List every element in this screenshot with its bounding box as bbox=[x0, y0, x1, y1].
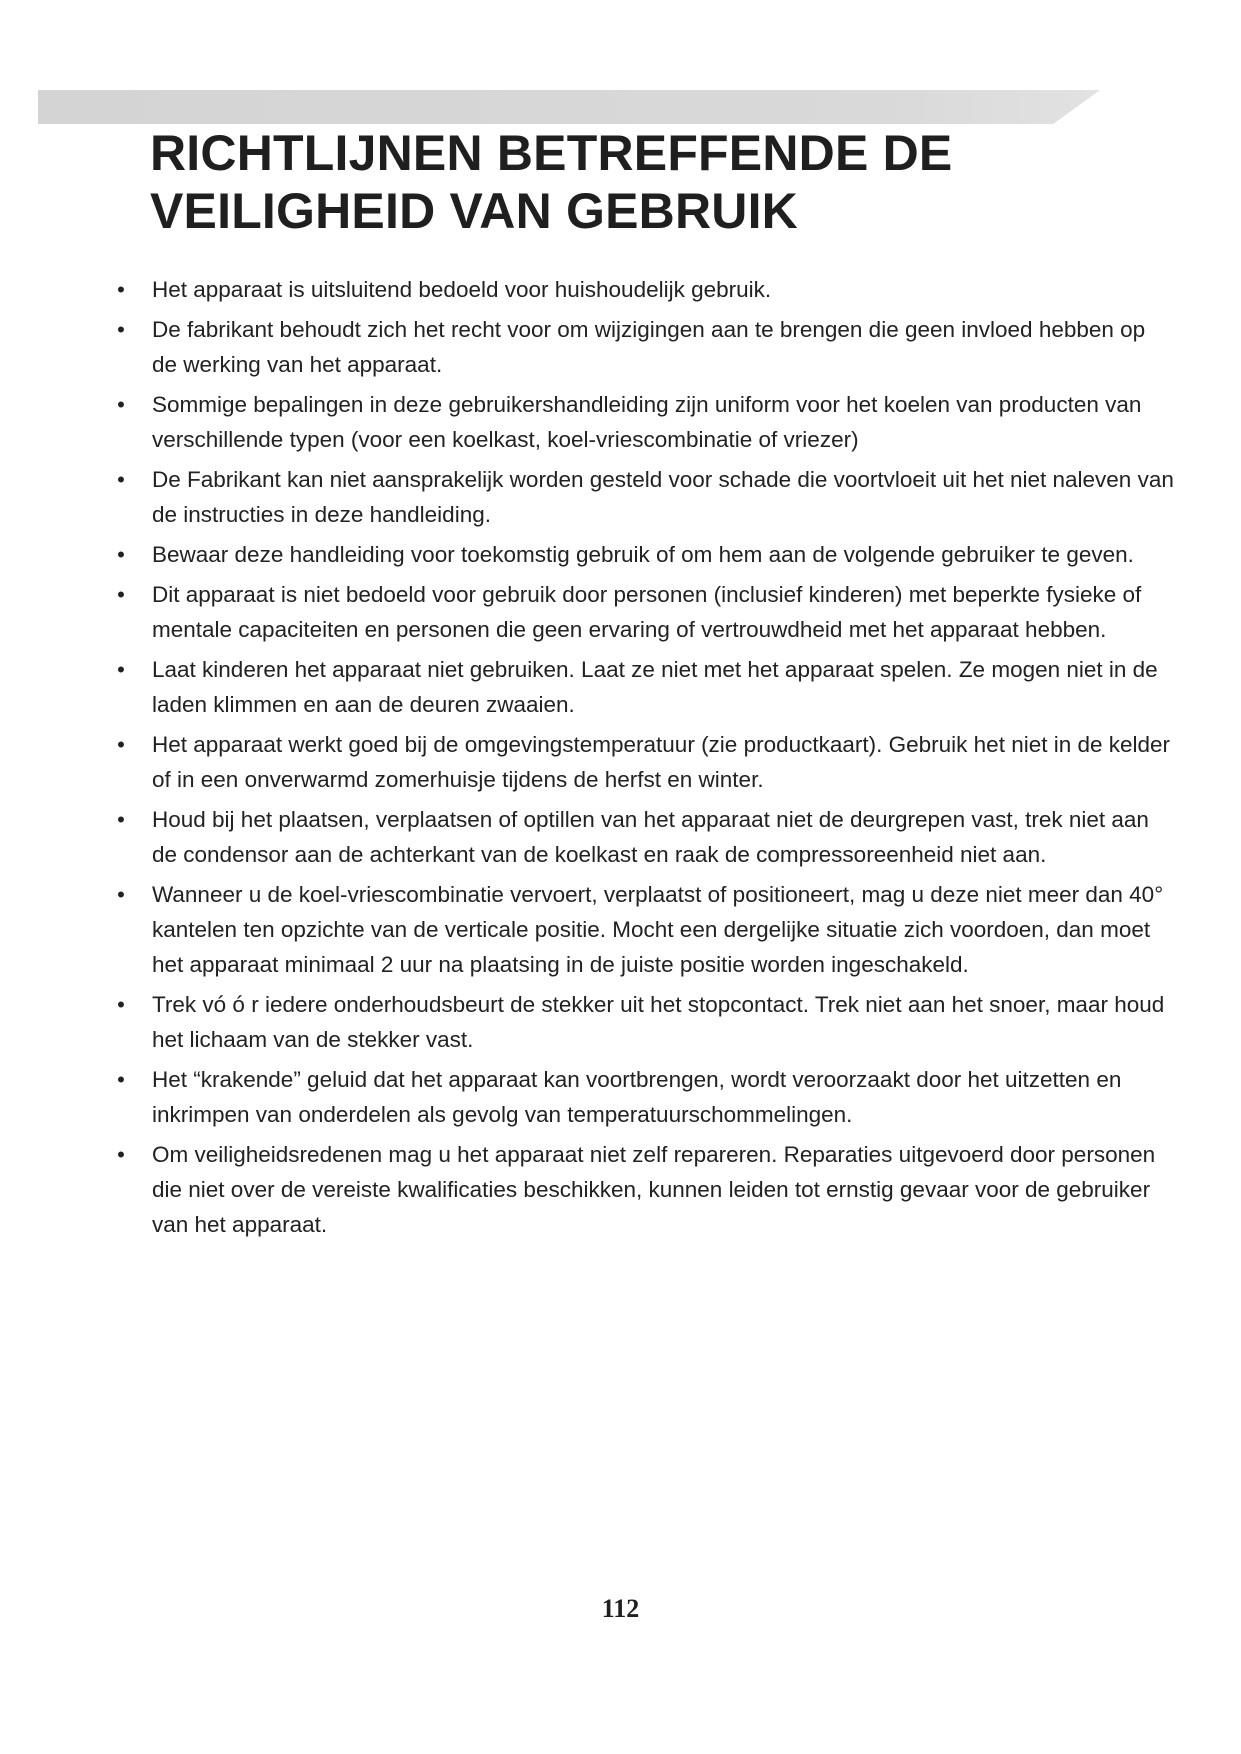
guideline-item bbox=[114, 272, 1174, 307]
guideline-item bbox=[114, 727, 1174, 797]
guideline-text: Het apparaat werkt goed bij de omgevingstemperatuur (zie productkaart). Gebruik het niet in de kelder of in een onverwarmd zomerhuisje tijdens de herfst en winter. bbox=[152, 732, 1171, 792]
bullet-icon: • bbox=[117, 277, 125, 302]
guideline-item bbox=[114, 1062, 1174, 1132]
guideline-item bbox=[114, 1137, 1174, 1242]
bullet-icon: • bbox=[117, 317, 125, 342]
bullet-icon: • bbox=[117, 542, 125, 567]
page-title bbox=[150, 124, 952, 240]
guideline-text: Wanneer u de koel-vriescombinatie vervoert, verplaatst of positioneert, mag u deze niet meer dan 40° kantelen ten opzichte van de verticale positie. Mocht een dergelijke situatie zich voordoen, dan moet het apparaat minimaal 2 uur na plaatsing in de juiste positie worden ingeschakeld. bbox=[152, 882, 1164, 977]
guideline-text: Houd bij het plaatsen, verplaatsen of optillen van het apparaat niet de deurgrepen vast, trek niet aan de condensor aan de achterkant van de koelkast en raak de compressoreenheid niet aan. bbox=[152, 807, 1149, 867]
bullet-icon: • bbox=[117, 657, 125, 682]
guideline-item bbox=[114, 577, 1174, 647]
guideline-text: Het “krakende” geluid dat het apparaat kan voortbrengen, wordt veroorzaakt door het uitzetten en inkrimpen van onderdelen als gevolg van temperatuurschommelingen. bbox=[152, 1067, 1122, 1127]
bullet-icon: • bbox=[117, 992, 125, 1017]
guideline-text: De fabrikant behoudt zich het recht voor om wijzigingen aan te brengen die geen invloed hebben op de werking van het apparaat. bbox=[152, 317, 1146, 377]
guideline-item bbox=[114, 987, 1174, 1057]
page-title-line-1: RICHTLIJNEN BETREFFENDE DE bbox=[150, 125, 953, 181]
page-number: 112 bbox=[601, 1594, 640, 1623]
bullet-icon: • bbox=[117, 732, 125, 757]
bullet-icon: • bbox=[117, 807, 125, 832]
guideline-text: Om veiligheidsredenen mag u het apparaat niet zelf repareren. Reparaties uitgevoerd door personen die niet over de vereiste kwalificaties beschikken, kunnen leiden tot ernstig gevaar voor de gebruiker van het apparaat. bbox=[152, 1142, 1156, 1237]
bullet-icon: • bbox=[117, 392, 125, 417]
guideline-text: De Fabrikant kan niet aansprakelijk worden gesteld voor schade die voortvloeit uit het niet naleven van de instructies in deze handleiding. bbox=[152, 467, 1174, 527]
guideline-text: Dit apparaat is niet bedoeld voor gebruik door personen (inclusief kinderen) met beperkte fysieke of mentale capaciteiten en personen die geen ervaring of vertrouwdheid met het apparaat hebben. bbox=[152, 582, 1142, 642]
guideline-item bbox=[114, 462, 1174, 532]
bullet-icon: • bbox=[117, 1067, 125, 1092]
guideline-item bbox=[114, 652, 1174, 722]
bullet-icon: • bbox=[117, 582, 125, 607]
guideline-text: Het apparaat is uitsluitend bedoeld voor huishoudelijk gebruik. bbox=[152, 277, 772, 302]
guideline-text: Sommige bepalingen in deze gebruikershandleiding zijn uniform voor het koelen van producten van verschillende typen (voor een koelkast, koel-vriescombinatie of vriezer) bbox=[152, 392, 1142, 452]
page-title-line-2: VEILIGHEID VAN GEBRUIK bbox=[150, 183, 798, 239]
guideline-item bbox=[114, 877, 1174, 982]
guideline-item bbox=[114, 802, 1174, 872]
guideline-text: Bewaar deze handleiding voor toekomstig gebruik of om hem aan de volgende gebruiker te geven. bbox=[152, 542, 1134, 567]
safety-guidelines-list bbox=[114, 272, 1174, 1247]
guideline-item bbox=[114, 537, 1174, 572]
bullet-icon: • bbox=[117, 882, 125, 907]
guideline-item bbox=[114, 312, 1174, 382]
header-band bbox=[38, 90, 1100, 124]
bullet-icon: • bbox=[117, 1142, 125, 1167]
guideline-text: Trek vó ó r iedere onderhoudsbeurt de stekker uit het stopcontact. Trek niet aan het snoer, maar houd het lichaam van de stekker vast. bbox=[152, 992, 1165, 1052]
guideline-text: Laat kinderen het apparaat niet gebruiken. Laat ze niet met het apparaat spelen. Ze mogen niet in de laden klimmen en aan de deuren zwaaien. bbox=[152, 657, 1158, 717]
bullet-icon: • bbox=[117, 467, 125, 492]
guideline-item bbox=[114, 387, 1174, 457]
